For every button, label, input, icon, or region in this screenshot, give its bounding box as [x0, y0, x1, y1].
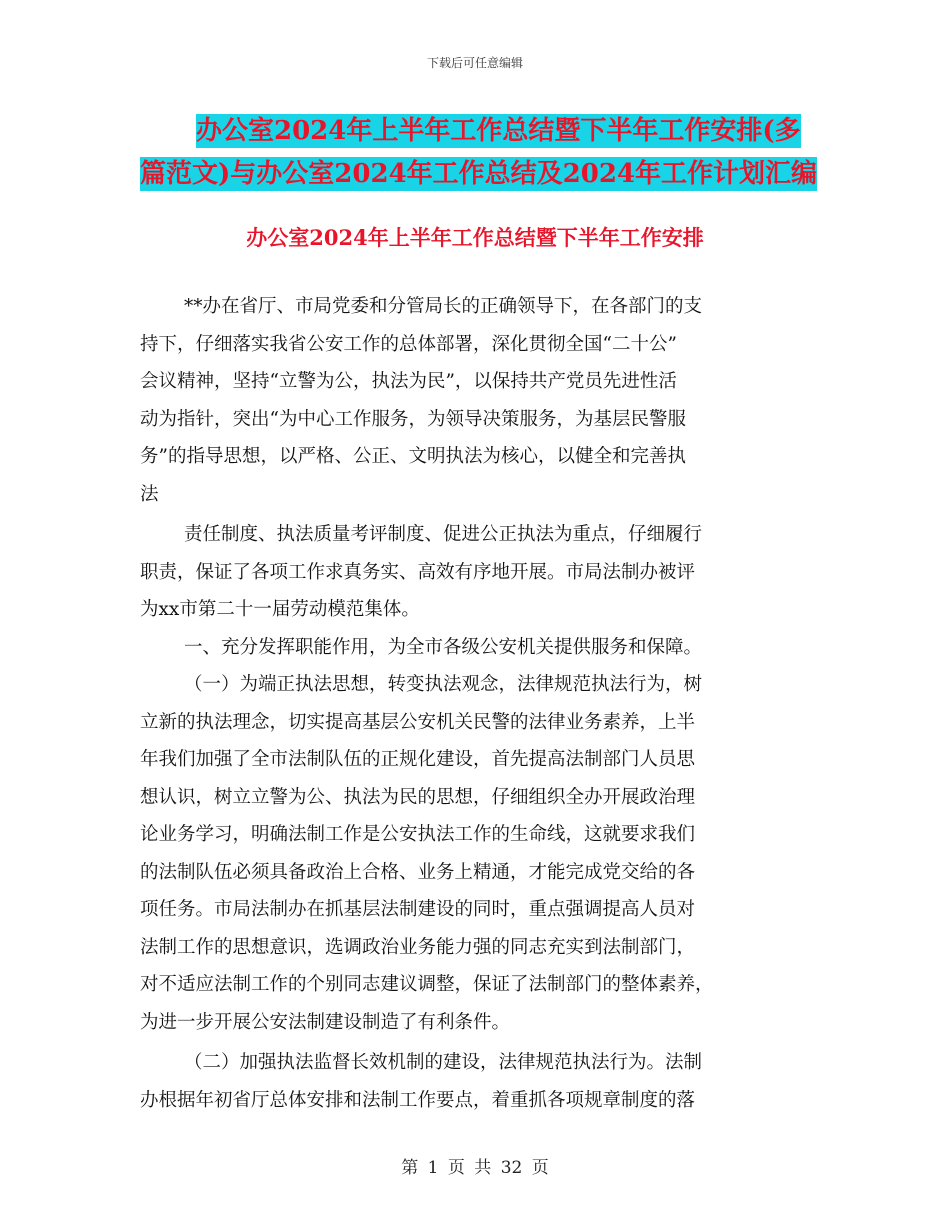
paragraph-line: 立新的执法理念，切实提高基层公安机关民警的法律业务素养，上半 [140, 711, 696, 733]
paragraph-line: 办根据年初省厅总体安排和法制工作要点，着重抓各项规章制度的落 [140, 1089, 696, 1111]
paragraph-line: 职责，保证了各项工作求真务实、高效有序地开展。市局法制办被评 [140, 561, 696, 583]
paragraph-line: 的法制队伍必须具备政治上合格、业务上精通，才能完成党交给的各 [140, 861, 696, 883]
paragraph-line: **办在省厅、市局党委和分管局长的正确领导下，在各部门的支 [184, 296, 703, 317]
paragraph-line: 务”的指导思想，以严格、公正、文明执法为核心，以健全和完善执 [140, 446, 686, 467]
paragraph-line: （一）为端正执法思想，转变执法观念，法律规范执法行为，树 [184, 674, 703, 695]
paragraph-line: 论业务学习，明确法制工作是公安执法工作的生命线，这就要求我们 [140, 824, 696, 845]
title-line-2: 篇范文)与办公室2024年工作总结及2024年工作计划汇编 [140, 159, 818, 189]
page-number: 第 1 页 共 32 页 [401, 1158, 549, 1178]
document-title [140, 110, 820, 196]
paragraph-line: 为进一步开展公安法制建设制造了有利条件。 [140, 1011, 511, 1033]
paragraph-line: 责任制度、执法质量考评制度、促进公正执法为重点，仔细履行 [184, 524, 703, 545]
section-title: 办公室2024年上半年工作总结暨下半年工作安排 [246, 225, 704, 250]
paragraph-line: 年我们加强了全市法制队伍的正规化建设，首先提高法制部门人员思 [140, 749, 696, 770]
paragraph-line: 法 [140, 483, 159, 505]
paragraph-line: 会议精神，坚持“立警为公，执法为民”，以保持共产党员先进性活 [140, 371, 677, 392]
paragraph-line: 想认识，树立立警为公、执法为民的思想，仔细组织全办开展政治理 [140, 786, 696, 808]
title-line-1: 办公室2024年上半年工作总结暨下半年工作安排(多 [196, 116, 801, 146]
paragraph-line: 为xx市第二十一届劳动模范集体。 [140, 599, 420, 620]
paragraph-line: 法制工作的思想意识，选调政治业务能力强的同志充实到法制部门， [140, 936, 696, 958]
section-heading: 一、充分发挥职能作用，为全市各级公安机关提供服务和保障。 [184, 636, 703, 658]
paragraph-line: 对不适应法制工作的个别同志建议调整，保证了法制部门的整体素养， [140, 974, 714, 995]
paragraph-line: 项任务。市局法制办在抓基层法制建设的同时，重点强调提高人员对 [140, 899, 696, 920]
paragraph-line: 动为指针，突出“为中心工作服务，为领导决策服务，为基层民警服 [140, 408, 686, 430]
header-note: 下载后可任意编辑 [426, 56, 523, 70]
paragraph-line: （二）加强执法监督长效机制的建设，法律规范执法行为。法制 [184, 1052, 703, 1073]
paragraph-line: 持下，仔细落实我省公安工作的总体部署，深化贯彻全国“二十公” [140, 333, 677, 355]
body-text [140, 288, 800, 1119]
